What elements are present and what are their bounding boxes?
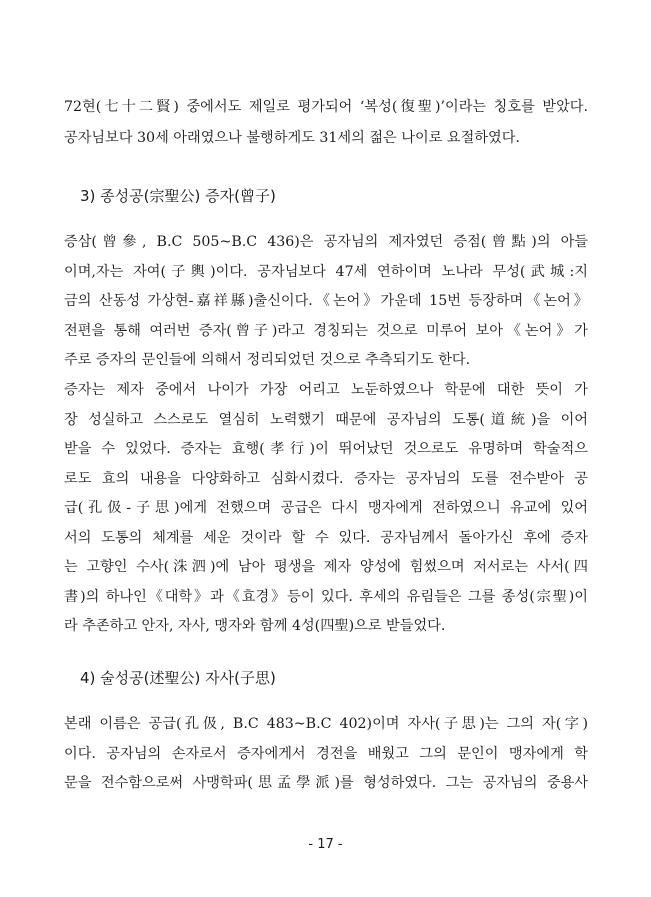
body-text-line: 라 추존하고 안자, 자사, 맹자와 함께 4성(四聖)으로 받들었다. (64, 618, 446, 634)
body-text-line: 이며,자는 자여(子輿)이다. 공자님보다 47세 연하이며 노나라 무성(武城:지 (64, 264, 588, 280)
body-text-line: 주로 증자의 문인들에 의해서 정리되었던 것으로 추측되기도 한다. (64, 352, 471, 368)
body-text-line: 이다. 공자님의 손자로서 증자에게서 경전을 배웠고 그의 문인이 맹자에게 학 (64, 746, 588, 762)
body-text-line: 는 고향인 수사(洙泗)에 남아 평생을 제자 양성에 힘썼으며 저서로는 사서(四 (64, 559, 588, 575)
body-text-line: 전편을 통해 여러번 증자(曾子)라고 경칭되는 것으로 미루어 보아《논어》가 (64, 323, 588, 339)
section-heading: 3) 종성공(宗聖公) 증자(曾子) (80, 187, 276, 205)
body-text-line: 문을 전수함으로써 사맹학파(思孟學派)를 형성하였다. 그는 공자님의 중용사 (64, 775, 588, 791)
body-text-line: 공자님보다 30세 아래였으나 불행하게도 31세의 젊은 나이로 요절하였다. (64, 130, 520, 146)
body-text-line: 본래 이름은 공급(孔伋, B.C 483~B.C 402)이며 자사(子思)는 그의 자(字) (64, 716, 588, 732)
body-text-line: 증자는 제자 중에서 나이가 가장 어리고 노둔하였으나 학문에 대한 뜻이 가 (64, 382, 588, 398)
body-text-line: 장 성실하고 스스로도 열심히 노력했기 때문에 공자님의 도통(道統)을 이어 (64, 412, 588, 428)
body-text-line: 書)의 하나인《대학》과《효경》등이 있다. 후세의 유림들은 그를 종성(宗聖)이 (64, 589, 588, 605)
body-text-line: 급(孔伋-子思)에게 전했으며 공급은 다시 맹자에게 전하였으니 유교에 있어 (64, 500, 588, 516)
body-text-line: 받을 수 있었다. 증자는 효행(孝行)이 뛰어났던 것으로도 유명하며 학술적으 (64, 441, 588, 457)
section-heading: 4) 술성공(述聖公) 자사(子思) (80, 669, 276, 687)
page-number: - 17 - (308, 837, 343, 852)
body-text-line: 증삼(曾參, B.C 505~B.C 436)은 공자님의 제자였던 증점(曾點)의 아들 (64, 234, 588, 250)
body-text-line: 금의 산동성 가상현-嘉祥縣)출신이다.《논어》가운데 15번 등장하며《논어》 (64, 293, 588, 309)
body-text-line: 로도 효의 내용을 다양화하고 심화시켰다. 증자는 공자님의 도를 전수받아 공 (64, 471, 588, 487)
body-text-line: 72현(七十二賢) 중에서도 제일로 평가되어 ‘복성(復聖)’이라는 칭호를 받았다. (64, 99, 588, 115)
body-text-line: 서의 도통의 체계를 세운 것이라 할 수 있다. 공자님께서 돌아가신 후에 증자 (64, 530, 588, 546)
